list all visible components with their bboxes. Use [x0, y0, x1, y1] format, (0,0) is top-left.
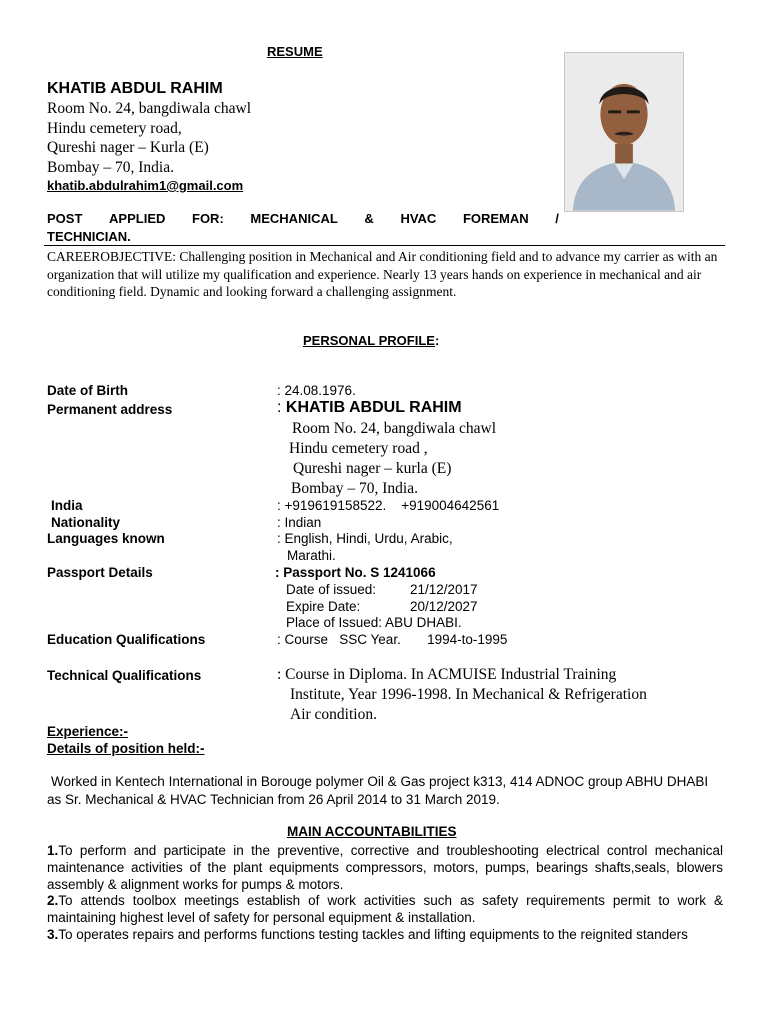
address-line: Hindu cemetery road, — [47, 120, 182, 137]
resume-title: RESUME — [267, 44, 323, 59]
post-applied-line2: TECHNICIAN. — [47, 229, 131, 244]
passport-issued-label: Date of issued: — [286, 582, 377, 597]
languages-label: Languages known — [47, 531, 165, 546]
accountability-text: To perform and participate in the preventive, corrective and troubleshooting electrical control mechanical maintenance activities of the plant equipments compressors, motors, pumps, bearings shafts,seals, blowers assembly & alignment works for pumps & motors. — [47, 843, 723, 892]
technical-label: Technical Qualifications — [47, 668, 202, 683]
phone-numbers: : +919619158522. +919004642561 — [277, 498, 500, 513]
permanent-address-line: Room No. 24, bangdiwala chawl — [292, 420, 497, 437]
accountability-text: To attends toolbox meetings establish of work activities such as safety requirements permit to work & maintaining highest level of safety for personal equipment & installation. — [47, 893, 723, 925]
passport-expire-label: Expire Date: — [286, 599, 361, 614]
dob-value: : 24.08.1976. — [277, 383, 356, 398]
nationality-value: : Indian — [277, 515, 322, 530]
post-word: APPLIED — [109, 211, 166, 226]
address-line: Room No. 24, bangdiwala chawl — [47, 100, 252, 117]
career-objective: CAREEROBJECTIVE: Challenging position in Mechanical and Air conditioning field and to advance my carrier as with an organization that will utilize my qualification and experience. Nearly 13 years hands on experience in mechanical and air conditioning field. Dynamic and looking forward a challenging assignment. — [47, 249, 718, 299]
permanent-address-line: Hindu cemetery road , — [289, 440, 428, 457]
accountability-text: To operates repairs and performs functions testing tackles and lifting equipments to the reignited standers — [58, 927, 688, 942]
permanent-address-label: Permanent address — [47, 402, 173, 417]
education-value: : Course SSC Year. 1994-to-1995 — [277, 632, 508, 647]
post-word: FOR: — [192, 211, 224, 226]
permanent-address-name — [277, 399, 462, 417]
post-applied-line — [47, 211, 559, 226]
position-heading: Details of position held:- — [47, 741, 205, 756]
post-word: / — [555, 211, 559, 226]
accountability-number: 1. — [47, 843, 59, 858]
passport-issued-value: 21/12/2017 — [410, 582, 478, 597]
experience-heading: Experience:- — [47, 724, 129, 739]
post-word: MECHANICAL — [250, 211, 338, 226]
technical-value-line: Institute, Year 1996-1998. In Mechanical & Refrigeration — [290, 686, 647, 703]
post-word: & — [364, 211, 374, 226]
languages-value-cont: Marathi. — [287, 548, 336, 563]
post-word: FOREMAN — [462, 211, 529, 226]
header-divider — [44, 245, 725, 246]
address-line: Qureshi nager – Kurla (E) — [47, 139, 209, 156]
accountability-number: 3. — [47, 927, 59, 942]
permanent-address-line: Qureshi nager – kurla (E) — [293, 460, 452, 477]
personal-profile-heading — [303, 333, 439, 348]
personal-profile-heading-text: PERSONAL PROFILE — [303, 333, 435, 348]
person-photo-icon — [565, 53, 683, 211]
education-label: Education Qualifications — [47, 632, 206, 647]
india-label: India — [51, 498, 83, 513]
permanent-address-colon: : — [277, 399, 286, 416]
nationality-label: Nationality — [51, 515, 121, 530]
email-link[interactable]: khatib.abdulrahim1@gmail.com — [47, 178, 244, 193]
accountability-item — [47, 892, 723, 926]
work-experience-text: Worked in Kentech International in Borouge polymer Oil & Gas project k313, 414 ADNOC group ABHU DHABI as Sr. Mechanical & HVAC Technician from 26 April 2014 to 31 March 2019. — [47, 774, 709, 807]
accountabilities-heading: MAIN ACCOUNTABILITIES — [287, 824, 457, 839]
passport-label: Passport Details — [47, 565, 153, 580]
languages-value: : English, Hindi, Urdu, Arabic, — [277, 531, 453, 546]
accountability-item — [47, 926, 723, 943]
passport-place: Place of Issued: ABU DHABI. — [286, 615, 462, 630]
technical-value-line: : Course in Diploma. In ACMUISE Industrial Training — [277, 666, 617, 683]
permanent-address-line: Bombay – 70, India. — [291, 480, 418, 497]
technical-value-line: Air condition. — [290, 706, 377, 723]
candidate-name: KHATIB ABDUL RAHIM — [47, 80, 223, 97]
profile-photo — [564, 52, 684, 212]
address-line: Bombay – 70, India. — [47, 159, 174, 176]
post-word: HVAC — [400, 211, 437, 226]
passport-number: : Passport No. S 1241066 — [275, 565, 436, 580]
personal-profile-heading-colon: : — [434, 333, 440, 348]
accountability-item — [47, 842, 723, 893]
post-word: POST — [47, 211, 83, 226]
accountability-number: 2. — [47, 893, 59, 908]
dob-label: Date of Birth — [47, 383, 128, 398]
permanent-address-name-text: KHATIB ABDUL RAHIM — [285, 399, 462, 416]
passport-expire-value: 20/12/2027 — [410, 599, 478, 614]
